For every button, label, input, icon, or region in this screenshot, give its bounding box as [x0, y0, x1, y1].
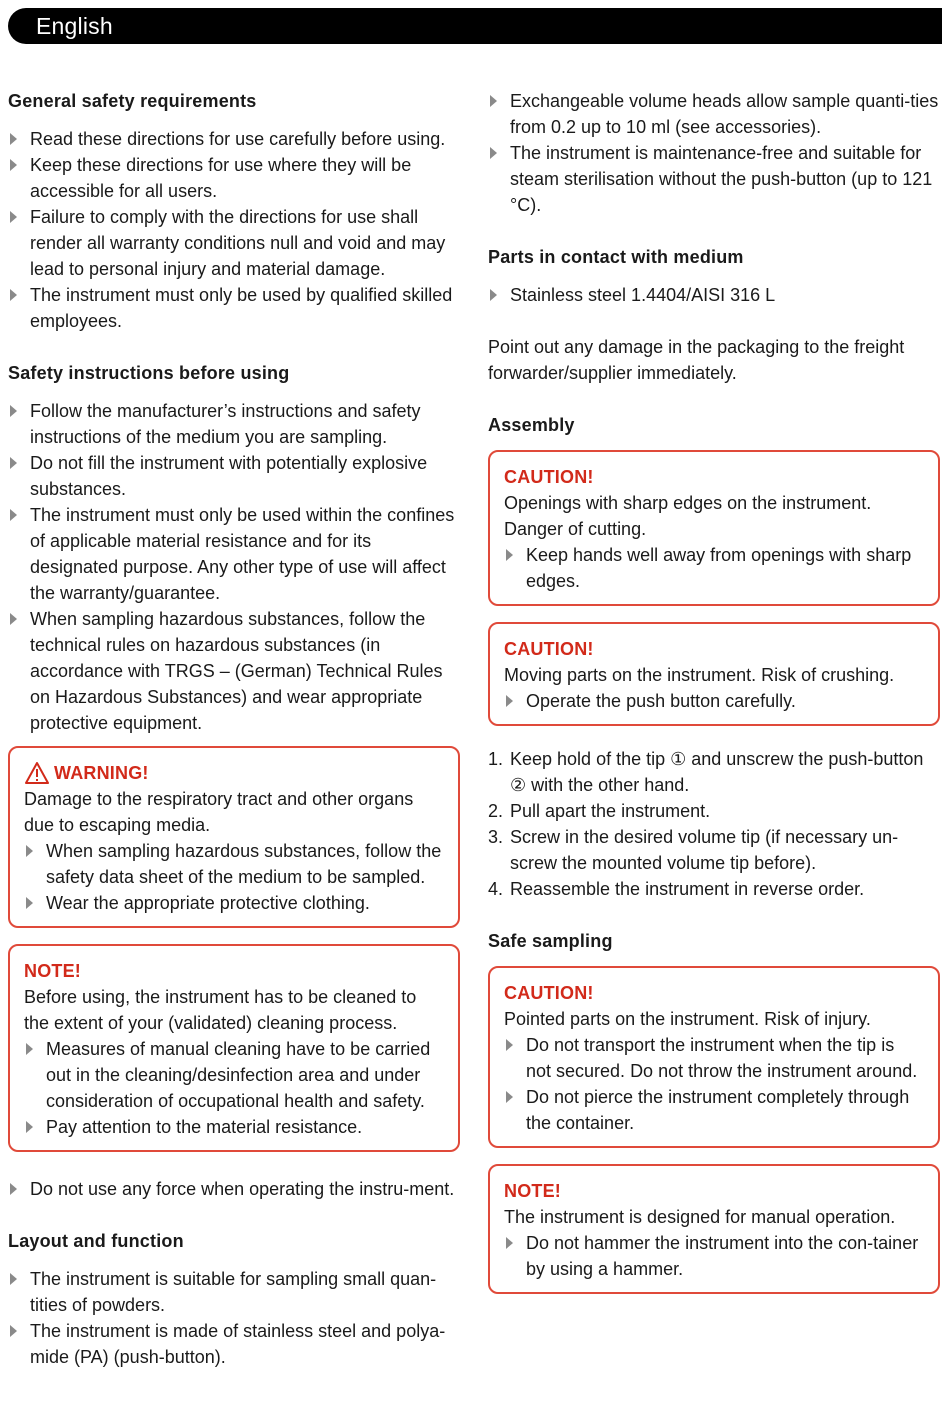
header-bar	[8, 8, 942, 44]
bullet-list	[488, 282, 940, 308]
warning-triangle-icon	[24, 761, 50, 785]
list-item: When sampling hazardous substances, follow the technical rules on hazardous substances (in accordance with TRGS – (German) Technical Rules on Hazardous Substances) and wear appropriate protective equipment.	[8, 606, 460, 736]
step-number: 1.	[488, 749, 504, 769]
list-item: The instrument is suitable for sampling small quan-tities of powders.	[8, 1266, 460, 1318]
bullet-list	[504, 688, 924, 714]
bullet-list	[504, 1230, 924, 1282]
warning-label-row	[24, 760, 444, 786]
caution-label: CAUTION!	[504, 983, 594, 1003]
caution-label: CAUTION!	[504, 467, 594, 487]
list-item: Pay attention to the material resistance.	[24, 1114, 444, 1140]
warning-label: WARNING!	[54, 763, 149, 783]
list-item: Stainless steel 1.4404/AISI 316 L	[488, 282, 940, 308]
step-item	[488, 876, 940, 902]
list-item: Do not use any force when operating the instru-ment.	[8, 1176, 460, 1202]
step-number: 3.	[488, 827, 504, 847]
note-text: The instrument is designed for manual operation.	[504, 1207, 896, 1227]
left-column	[8, 88, 460, 1396]
header-title: English	[36, 13, 113, 39]
parts-section	[488, 244, 940, 308]
right-column	[488, 88, 940, 1310]
list-item: Operate the push button carefully.	[504, 688, 924, 714]
section-heading: Assembly	[488, 415, 575, 435]
step-item	[488, 798, 940, 824]
note-box	[8, 944, 460, 1152]
warning-box	[8, 746, 460, 928]
list-item: Do not transport the instrument when the tip is not secured. Do not throw the instrument around.	[504, 1032, 924, 1084]
list-item: Measures of manual cleaning have to be carried out in the cleaning/desinfection area and under consideration of occupational health and safety.	[24, 1036, 444, 1114]
caution-box	[488, 622, 940, 726]
step-text: Screw in the desired volume tip (if necessary un-screw the mounted volume tip before).	[510, 827, 899, 873]
caution-text: Pointed parts on the instrument. Risk of injury.	[504, 1009, 871, 1029]
safety-before-section	[8, 360, 460, 736]
list-item: Do not pierce the instrument completely through the container.	[504, 1084, 924, 1136]
section-heading: Safety instructions before using	[8, 363, 290, 383]
layout-function-section	[8, 1228, 460, 1370]
step-item	[488, 746, 940, 798]
list-item: Read these directions for use carefully before using.	[8, 126, 460, 152]
list-item: Follow the manufacturer’s instructions and safety instructions of the medium you are sampling.	[8, 398, 460, 450]
bullet-list	[24, 838, 444, 916]
list-item: Keep hands well away from openings with sharp edges.	[504, 542, 924, 594]
assembly-steps	[488, 746, 940, 902]
note-box	[488, 1164, 940, 1294]
list-item: The instrument must only be used within the confines of applicable material resistance and for its designated purpose. Any other type of use will affect the warranty/guarantee.	[8, 502, 460, 606]
step-item	[488, 824, 940, 876]
bullet-list	[24, 1036, 444, 1140]
list-item: When sampling hazardous substances, follow the safety data sheet of the medium to be sampled.	[24, 838, 444, 890]
caution-text: Openings with sharp edges on the instrument. Danger of cutting.	[504, 493, 872, 539]
general-safety-section	[8, 88, 460, 334]
section-heading: Parts in contact with medium	[488, 247, 744, 267]
force-section	[8, 1176, 460, 1202]
list-item: Do not fill the instrument with potentially explosive substances.	[8, 450, 460, 502]
warning-text: Damage to the respiratory tract and other organs due to escaping media.	[24, 789, 414, 835]
bullet-list	[488, 88, 940, 218]
bullet-list	[8, 1266, 460, 1370]
bullet-list	[8, 1176, 460, 1202]
note-label: NOTE!	[504, 1181, 561, 1201]
section-heading: Safe sampling	[488, 931, 613, 951]
list-item: Failure to comply with the directions for use shall render all warranty conditions null and void and may lead to personal injury and material damage.	[8, 204, 460, 282]
layout-continued-section	[488, 88, 940, 218]
note-label: NOTE!	[24, 961, 81, 981]
caution-box	[488, 966, 940, 1148]
list-item: The instrument must only be used by qualified skilled employees.	[8, 282, 460, 334]
bullet-list	[8, 126, 460, 334]
caution-text: Moving parts on the instrument. Risk of crushing.	[504, 665, 895, 685]
step-text: Reassemble the instrument in reverse order.	[510, 879, 865, 899]
list-item: Wear the appropriate protective clothing.	[24, 890, 444, 916]
section-heading: General safety requirements	[8, 91, 257, 111]
bullet-list	[504, 1032, 924, 1136]
step-number: 4.	[488, 879, 504, 899]
damage-note: Point out any damage in the packaging to the freight forwarder/supplier immediately.	[488, 337, 905, 383]
section-heading: Layout and function	[8, 1231, 184, 1251]
step-text: Pull apart the instrument.	[510, 801, 711, 821]
bullet-list	[8, 398, 460, 736]
bullet-list	[504, 542, 924, 594]
list-item: Do not hammer the instrument into the con-tainer by using a hammer.	[504, 1230, 924, 1282]
caution-label: CAUTION!	[504, 639, 594, 659]
step-number: 2.	[488, 801, 504, 821]
list-item: The instrument is made of stainless steel and polya-mide (PA) (push-button).	[8, 1318, 460, 1370]
note-text: Before using, the instrument has to be cleaned to the extent of your (validated) cleaning process.	[24, 987, 417, 1033]
step-text: Keep hold of the tip ① and unscrew the push-button ② with the other hand.	[510, 749, 924, 795]
list-item: The instrument is maintenance-free and suitable for steam sterilisation without the push-button (up to 121 °C).	[488, 140, 940, 218]
caution-box	[488, 450, 940, 606]
list-item: Keep these directions for use where they will be accessible for all users.	[8, 152, 460, 204]
list-item: Exchangeable volume heads allow sample quanti-ties from 0.2 up to 10 ml (see accessories).	[488, 88, 940, 140]
